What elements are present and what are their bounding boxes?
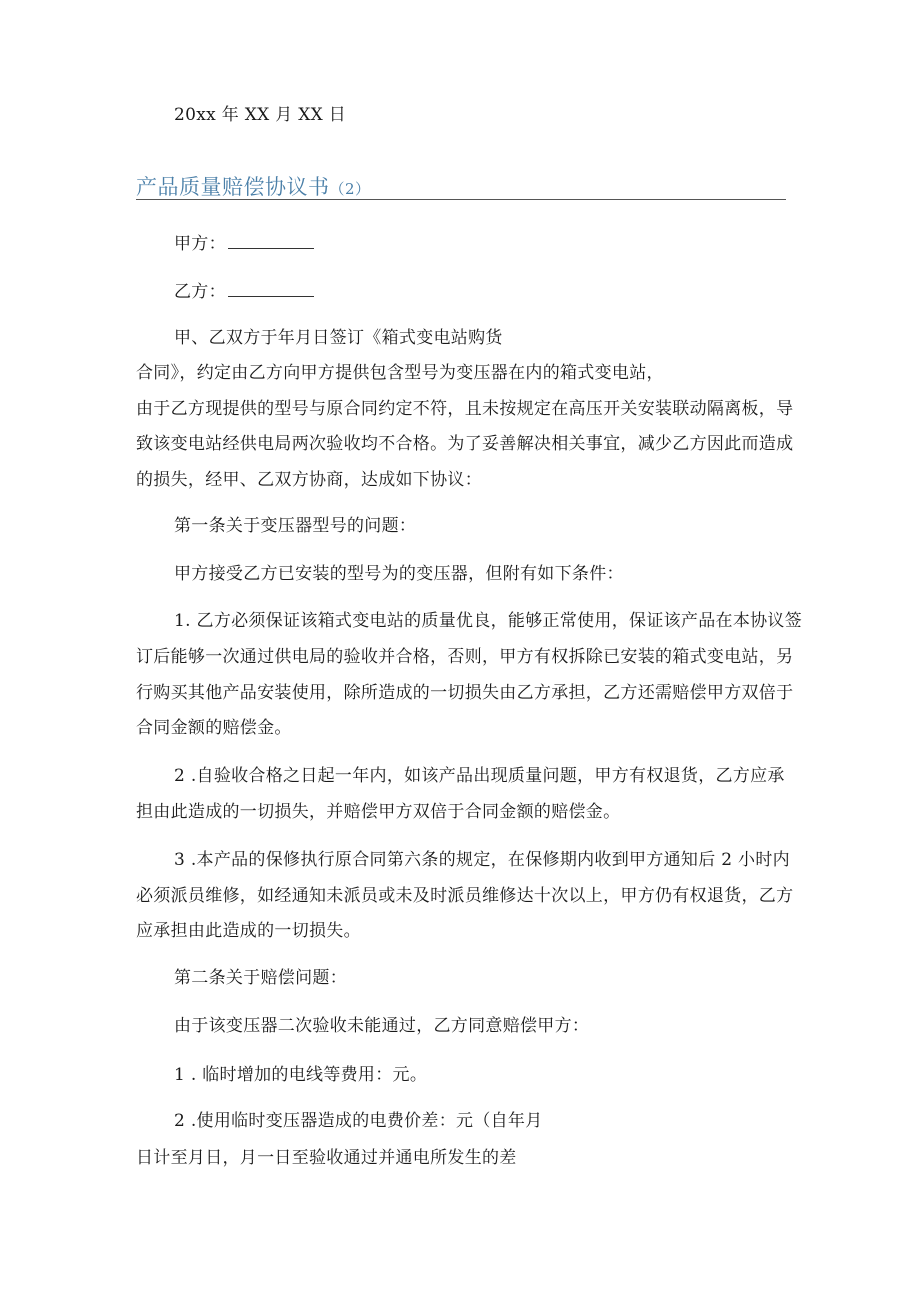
intro-line-4: 致该变电站经供电局两次验收均不合格。为了妥善解决相关事宜，减少乙方因此而造成 bbox=[136, 434, 794, 454]
party-a-label: 甲方： bbox=[174, 234, 226, 254]
intro-line-5: 的损失，经甲、乙双方协商，达成如下协议： bbox=[136, 470, 482, 490]
intro-line-3: 由于乙方现提供的型号与原合同约定不符，且未按规定在高压开关安装联动隔离板，导 bbox=[136, 399, 794, 419]
compensation-item-2-line-2: 日计至月日，月一日至验收通过并通电所发生的差 bbox=[136, 1148, 517, 1168]
item-1-line-3: 行购买其他产品安装使用，除所造成的一切损失由乙方承担，乙方还需赔偿甲方双倍于 bbox=[136, 683, 794, 703]
document-title bbox=[136, 174, 371, 202]
party-b-label: 乙方： bbox=[174, 282, 226, 302]
article-1-heading: 第一条关于变压器型号的问题： bbox=[174, 516, 417, 536]
article-1-intro: 甲方接受乙方已安装的型号为的变压器，但附有如下条件： bbox=[174, 564, 624, 584]
party-a-line bbox=[174, 233, 314, 255]
item-1-line-4: 合同金额的赔偿金。 bbox=[136, 718, 292, 738]
item-3-line-2: 必须派员维修，如经通知未派员或未及时派员维修达十次以上，甲方仍有权退货，乙方 bbox=[136, 886, 794, 906]
article-2-heading: 第二条关于赔偿问题： bbox=[174, 968, 347, 988]
item-1-line-1: 1. 乙方必须保证该箱式变电站的质量优良，能够正常使用，保证该产品在本协议签 bbox=[174, 611, 803, 631]
compensation-item-1: 1 . 临时增加的电线等费用：元。 bbox=[174, 1065, 428, 1085]
item-1-line-2: 订后能够一次通过供电局的验收并合格，否则，甲方有权拆除已安装的箱式变电站，另 bbox=[136, 647, 794, 667]
party-b-line bbox=[174, 281, 314, 303]
item-3-line-3: 应承担由此造成的一切损失。 bbox=[136, 921, 361, 941]
item-2-line-1: 2 .自验收合格之日起一年内，如该产品出现质量问题，甲方有权退货，乙方应承 bbox=[174, 766, 785, 786]
party-a-blank bbox=[228, 234, 314, 249]
intro-line-1: 甲、乙双方于年月日签订《箱式变电站购货 bbox=[174, 328, 503, 348]
article-2-intro: 由于该变压器二次验收未能通过，乙方同意赔偿甲方： bbox=[174, 1016, 590, 1036]
party-b-blank bbox=[228, 282, 314, 297]
compensation-item-2-line-1: 2 .使用临时变压器造成的电费价差：元（自年月 bbox=[174, 1111, 543, 1131]
item-3-line-1: 3 .本产品的保修执行原合同第六条的规定，在保修期内收到甲方通知后 2 小时内 bbox=[174, 850, 790, 870]
title-suffix: （2） bbox=[329, 180, 371, 198]
title-divider bbox=[136, 199, 786, 200]
document-date: 20xx 年 XX 月 XX 日 bbox=[174, 105, 347, 125]
item-2-line-2: 担由此造成的一切损失，并赔偿甲方双倍于合同金额的赔偿金。 bbox=[136, 802, 621, 822]
intro-line-2: 合同》，约定由乙方向甲方提供包含型号为变压器在内的箱式变电站， bbox=[136, 363, 664, 383]
title-main: 产品质量赔偿协议书 bbox=[136, 175, 330, 199]
